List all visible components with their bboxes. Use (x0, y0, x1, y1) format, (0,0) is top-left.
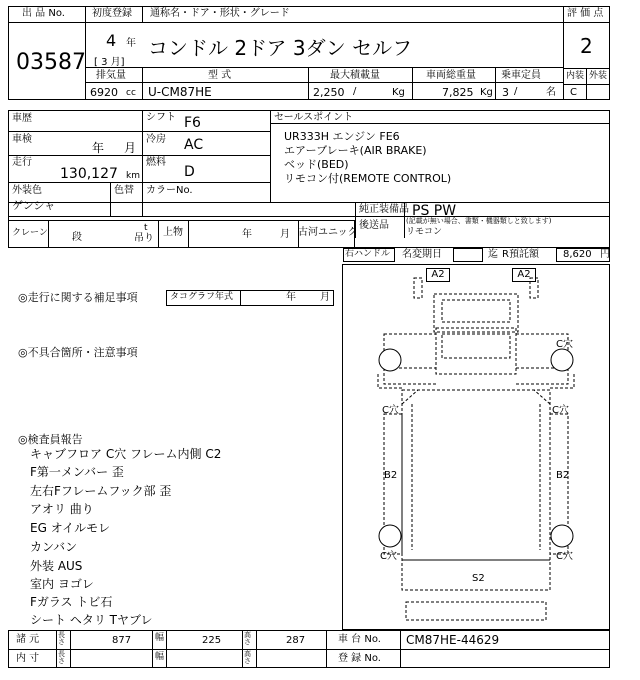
capacity: 3 (502, 86, 509, 99)
aftermarket-label: 後送品 (359, 220, 389, 231)
lot-no: 03587 (16, 50, 86, 75)
inspector-line: キャブフロア C穴 フレーム内側 C2 (30, 447, 222, 461)
tacho-year-unit: 年 (286, 292, 296, 303)
aftermarket-note: (記載が無い場合、書類・機器類しと致します) (406, 217, 552, 225)
capacity-label: 乗車定員 (501, 70, 541, 81)
ac: AC (184, 137, 204, 153)
tag-b2-right: B2 (556, 470, 570, 481)
mileage-unit: km (126, 171, 140, 181)
tag-b2-left: B2 (384, 470, 398, 481)
crane-up-label: 上物 (163, 227, 183, 238)
reg-no-label: 登 録 No. (338, 653, 381, 664)
crane-label: クレーン (12, 228, 48, 238)
sales-point: ベッド(BED) (284, 158, 349, 171)
inspector-label: ◎検査員報告 (18, 433, 83, 446)
color-no-label: カラーNo. (146, 185, 193, 196)
first-reg-label: 初度登録 (92, 8, 132, 19)
crane-maker: 古河ユニック (298, 227, 358, 238)
inspector-line: カンバン (30, 540, 78, 554)
length: 877 (112, 635, 132, 646)
inspector-line: Fガラス トビ石 (30, 595, 113, 609)
interior-score: C (570, 87, 577, 98)
gross-weight: 7,825 (442, 86, 474, 99)
first-reg-year: 4 (106, 31, 117, 50)
tag-c-cab: C穴 (556, 339, 573, 350)
crane-month-unit: 月 (280, 229, 290, 240)
displacement: 6920 (90, 86, 118, 99)
name-label: 通称名・ドア・形状・グレード (150, 8, 290, 19)
factory-equip-label: 純正装備品 (359, 204, 409, 215)
shift-label: シフト (146, 112, 176, 123)
tag-a2-right: A2 (512, 268, 536, 282)
mileage: 130,127 (60, 166, 118, 182)
color-swatch-label: 色替 (114, 185, 134, 196)
shift: F6 (184, 115, 201, 131)
chassis-label: 車 台 No. (338, 634, 381, 645)
inspector-line: アオリ 曲り (30, 502, 94, 516)
tachograph-label: タコグラフ年式 (170, 292, 234, 302)
inspection-year-unit: 年 (92, 141, 105, 155)
interior-length-label: 長さ (58, 650, 65, 665)
crane-year-unit: 年 (242, 229, 252, 240)
inspector-line: 室内 ヨゴレ (30, 577, 94, 591)
auction-sheet: 出 品 No. 03587 初度登録 通称名・ドア・形状・グレード 4 年 [ 3 月] コンドル 2ドア 3ダン セルフ 評 価 点 2 内装 外装 C 排気量 6920 cc 型 式 U-CM87HE 最大積載量 2,250 / Kg 車両総重量 7,825 Kg 乗車定員 3 / 名 車歴 車検 年 月 走行 130,127 km シフト F6 冷房 AC 燃料 D 外装色 ゲンシャ 色替 カラーNo. セールスポイント UR333H エンジン FE6 エアーブレーキ(AIR BRAKE) ベッド(BED) リモコン付(REMOTE CONTROL) 純正装備品 PS PW 後送品 (記載が無い場合、書類・機器類しと致します) リモコン クレーン 段 t 吊り 上物 年 月 古河ユニック 右ハンドル 名変期日 迄 R預託額 8,620 円 ◎走行に関する補足事項 タコグラフ年式 年 月 ◎不具合箇所・注意事項 ◎検査員報告 キャブフロア C穴 フレーム内側 C2 F第一メンバー 歪 左右Fフレームフック部 歪 アオリ 曲り EG オイルモレ カンバン 外装 AUS 室内 ヨゴレ Fガラス トビ石 シート ヘタリ Tヤブレ A2 A2 C穴 C穴 C穴 B2 B2 C穴 C穴 S2 諸 元 長さ 877 幅 225 高さ 287 内 寸 長さ 幅 高さ 車 台 No. CM87HE-44629 登 録 No. (8, 6, 610, 668)
chassis-no: CM87HE-44629 (406, 633, 500, 647)
tacho-month-unit: 月 (320, 292, 330, 303)
tag-c-bottom-right: C穴 (556, 551, 573, 562)
interior-dims-label: 内 寸 (16, 653, 40, 664)
displacement-unit: cc (126, 88, 136, 98)
supplement-label: ◎走行に関する補足事項 (18, 291, 138, 304)
sales-point: エアーブレーキ(AIR BRAKE) (284, 144, 427, 157)
dims-label: 諸 元 (16, 634, 40, 645)
tag-c-left: C穴 (382, 405, 399, 416)
factory-equip: PS PW (412, 203, 457, 219)
first-reg-month: [ 3 月] (94, 57, 125, 68)
name-change-box (453, 248, 483, 262)
fuel: D (184, 164, 195, 180)
grade: 2 (580, 34, 593, 58)
inspection-month-unit: 月 (124, 141, 137, 155)
interior-label: 内装 (566, 71, 585, 81)
max-load-unit: Kg (392, 87, 405, 98)
tag-s2: S2 (472, 573, 485, 584)
crane-hook-label: 吊り (134, 233, 154, 244)
sales-point: リモコン付(REMOTE CONTROL) (284, 172, 452, 185)
inspector-line: 外装 AUS (30, 559, 83, 573)
r-amount: 8,620 (563, 249, 592, 260)
name-change-label: 名変期日 (402, 249, 442, 260)
crane-ton-unit: t (144, 223, 148, 233)
inspector-line: F第一メンバー 歪 (30, 465, 124, 479)
handle: 右ハンドル (345, 249, 391, 259)
crane-stage-unit: 段 (72, 232, 82, 243)
max-load: 2,250 (313, 86, 345, 99)
interior-height-label: 高さ (244, 650, 251, 665)
history-label: 車歴 (12, 113, 32, 124)
inspector-line: シート ヘタリ Tヤブレ (30, 613, 153, 627)
displacement-label: 排気量 (96, 70, 126, 81)
defects-label: ◎不具合箇所・注意事項 (18, 346, 138, 359)
interior-width-label: 幅 (155, 652, 165, 662)
model-label: 型 式 (208, 70, 232, 81)
model-name: コンドル 2ドア 3ダン セルフ (148, 36, 413, 60)
fuel-label: 燃料 (146, 157, 166, 168)
ac-label: 冷房 (146, 134, 166, 145)
width-label: 幅 (155, 633, 165, 643)
width: 225 (202, 635, 222, 646)
tag-c-bottom-left: C穴 (380, 551, 397, 562)
mileage-label: 走行 (12, 157, 32, 168)
tag-c-right: C穴 (552, 405, 569, 416)
grade-label: 評 価 点 (567, 8, 604, 19)
inspection-label: 車検 (12, 134, 32, 145)
lot-no-label: 出 品 No. (22, 8, 65, 19)
gross-weight-label: 車両総重量 (426, 70, 476, 81)
model-code: U-CM87HE (148, 85, 212, 99)
inspector-line: EG オイルモレ (30, 521, 111, 535)
sales-point: UR333H エンジン FE6 (284, 130, 400, 143)
gross-weight-unit: Kg (480, 87, 493, 98)
sales-point-label: セールスポイント (274, 112, 354, 123)
capacity-unit: 名 (546, 87, 556, 98)
aftermarket-value: リモコン (406, 227, 443, 237)
r-label: R預託額 (502, 249, 539, 260)
year-mark: 迄 (488, 249, 498, 260)
ext-color-label: 外装色 (12, 185, 42, 196)
inspector-line: 左右Fフレームフック部 歪 (30, 484, 172, 498)
tag-a2-left: A2 (426, 268, 450, 282)
r-unit: 円 (600, 249, 610, 260)
year-unit: 年 (126, 38, 136, 49)
ext-color: ゲンシャ (12, 199, 56, 212)
max-load-label: 最大積載量 (330, 70, 380, 81)
height: 287 (286, 635, 306, 646)
height-label: 高さ (244, 631, 251, 646)
length-label: 長さ (58, 631, 65, 646)
exterior-label: 外装 (589, 71, 608, 81)
